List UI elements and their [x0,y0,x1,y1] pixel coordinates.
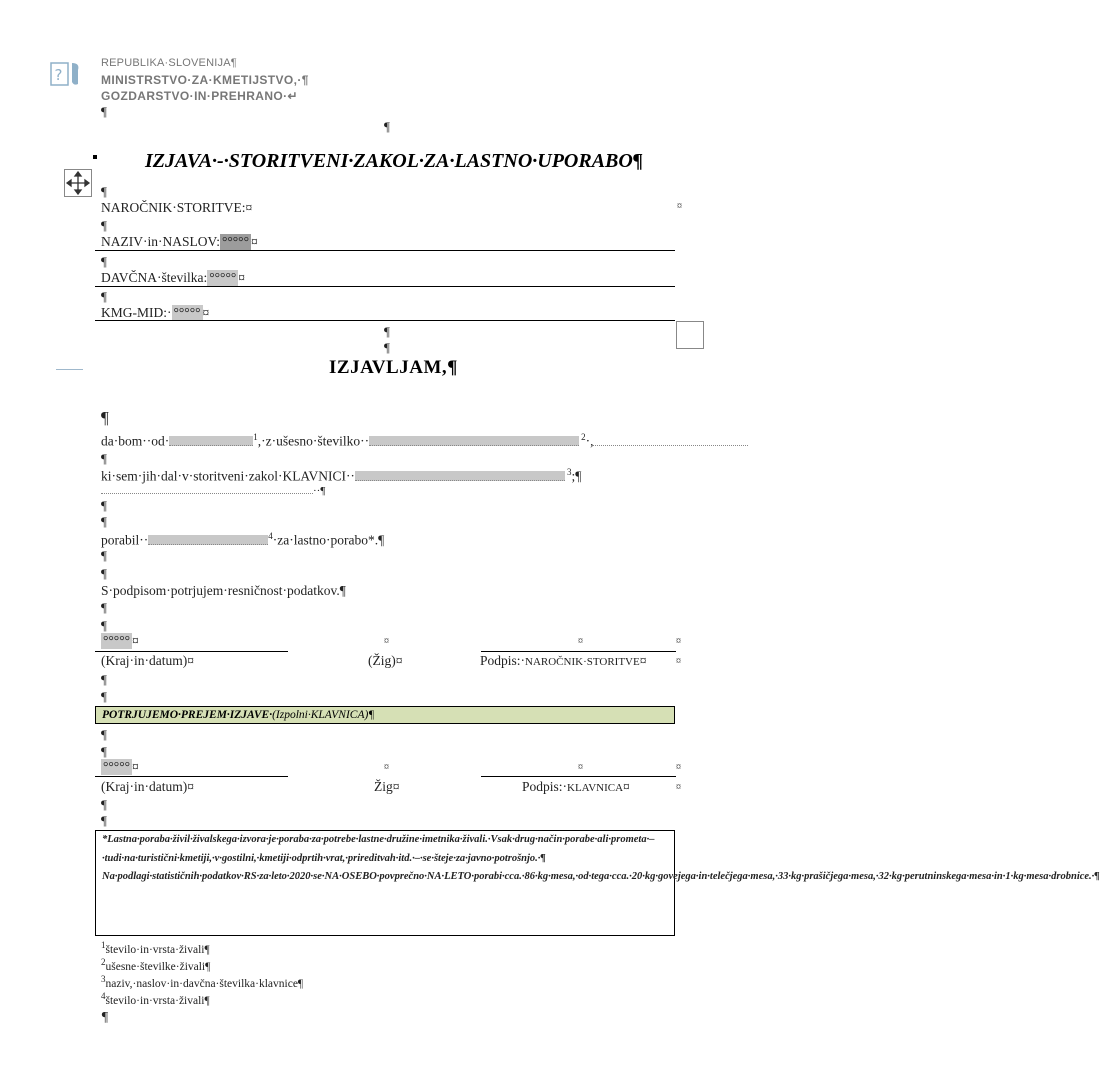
kmg-label: KMG-MID:· [101,305,172,320]
anchor-marker [93,155,97,159]
dotted-leader [101,484,313,494]
davcna-label: DAVČNA·številka: [101,270,208,285]
pilcrow: ¶ [101,514,107,529]
stamp-label-2: Žig¤ [374,779,400,794]
signature-label-2: Podpis:·KLAVNICA¤ [522,779,630,794]
pilcrow: ¶ [384,324,390,339]
signature-line [481,776,676,777]
consumption-note-box [95,830,1100,936]
pilcrow: ¶ [101,744,107,759]
coat-of-arms-placeholder-icon [50,62,80,90]
pilcrow: ¶ [101,813,107,828]
stamp-label: (Žig)¤ [368,653,403,668]
pilcrow: ¶ [101,289,107,304]
note-paragraph-1: *Lastna·poraba·živil·živalskega·izvora·je·poraba·za·potrebe·lastne·družine·imetnika·živali.·Vsak·drug·način·porabe·ali·prometa·–·tudi·na·turistični·kmetiji,·v·gostilni,·kmetiji·odprtih·vrat,·prireditvah·itd.·–·se·šteje·za·javno·potrošnjo.·¶ [102,834,655,864]
kmg-input[interactable]: °°°°° [173,305,201,320]
davcna-row: DAVČNA·številka: °°°°° ¤ [101,270,245,285]
note-paragraph-2: Na·podlagi·statističnih·podatkov·RS·za·leto·2020·se·NA·OSEBO·povprečno·NA·LETO·porabi·cca.·86·kg·mesa,·od·tega·cca.·20·kg·govejega·in·telečjega·mesa,·33·kg·prašičjega·mesa,·32·kg·perutninskega·mesa·in·1·kg·mesa·drobnice.·¶ [102,871,1100,882]
ear-tag-field[interactable] [369,436,579,446]
pilcrow: ¶ [101,548,107,563]
place-date-label-2: (Kraj·in·datum)¤ [101,779,194,794]
pilcrow: ¶ [101,254,107,269]
pilcrow: ¶ [101,566,107,581]
row-divider [95,320,675,321]
signature-label: Podpis:·NAROČNIK·STORITVE¤ [480,653,647,668]
pilcrow: ¶ [384,119,390,134]
footnote-4: $^4$število·in·vrsta·živali¶ [101,991,210,1007]
declare-title: IZJAVLJAM,¶ [329,357,458,378]
pilcrow: ¶ [101,689,107,704]
cell-mark: ¤ [676,636,681,647]
statement-line4: porabil·· $^4$·za·lastno·porabo*.¶ [101,531,385,548]
narocnik-label: NAROČNIK·STORITVE:¤ [101,200,253,215]
cell-mark: ¤ [384,762,389,773]
place-date-label: (Kraj·in·datum)¤ [101,653,194,668]
pilcrow: ¶ [101,727,107,742]
header-ministry-line2: GOZDARSTVO·IN·PREHRANO·↵ [101,89,298,103]
pilcrow: ¶ [384,340,390,355]
pilcrow: ¶ [101,672,107,687]
naziv-row: NAZIV·in·NASLOV: °°°°° ¤ [101,234,258,249]
pilcrow: ¶ [101,618,107,633]
row-divider [95,250,675,251]
svg-text:?: ? [54,66,63,84]
naziv-input[interactable]: °°°°° [221,234,249,249]
cell-mark: ¤ [676,782,681,793]
cell-mark: ¤ [578,762,583,773]
dotted-leader [593,436,748,446]
margin-marker [56,369,83,370]
cell-mark: ¤ [676,656,681,667]
footnote-2: $^2$ušesne·številke·živali¶ [101,957,211,973]
slaughterhouse-field[interactable] [355,471,565,481]
receipt-banner: POTRJUJEMO·PREJEM·IZJAVE·(Izpolni·KLAVNICA)¶ [95,706,675,724]
statement-line3: ··¶ [101,482,325,498]
pilcrow: ¶ [101,1010,109,1025]
place-date-input-row-2: °°°°° ¤ [103,759,139,774]
document-title: IZJAVA·-·STORITVENI·ZAKOL·ZA·LASTNO·UPORABO¶ [145,150,643,172]
confirm-text: S·podpisom·potrjujem·resničnost·podatkov.¶ [101,583,346,598]
statement-line1: da·bom··od· $^1$,·z·ušesno·številko·· $^2$·, [101,432,748,450]
place-date-input[interactable]: °°°°° [103,633,130,648]
animal-count-field[interactable] [169,436,253,446]
header-republic: REPUBLIKA·SLOVENIJA¶ [101,57,237,69]
signature-line [481,651,676,652]
signature-line [95,776,288,777]
pilcrow: ¶ [101,498,107,513]
cell-mark: ¤ [677,201,682,212]
pilcrow: ¶ [101,451,107,466]
footnote-1: $^1$število·in·vrsta·živali¶ [101,940,210,956]
pilcrow: ¶ [101,184,107,199]
statement-line2: ki·sem·jih·dal·v·storitveni·zakol·KLAVNICI·· $^3$;¶ [101,467,582,484]
place-date-input-row: °°°°° ¤ [103,633,139,648]
davcna-input[interactable]: °°°°° [209,270,237,285]
place-date-input-2[interactable]: °°°°° [103,759,130,774]
signature-line [95,651,288,652]
pilcrow: ¶ [101,408,109,427]
header-ministry-line1: MINISTRSTVO·ZA·KMETIJSTVO,·¶ [101,73,309,87]
row-divider [95,286,675,287]
pilcrow: ¶ [101,104,107,119]
cell-mark: ¤ [676,762,681,773]
cell-mark: ¤ [384,636,389,647]
footnote-3: $^3$naziv,·naslov·in·davčna·številka·klavnice¶ [101,974,304,990]
cell-mark: ¤ [578,636,583,647]
pilcrow: ¶ [101,600,107,615]
pilcrow: ¶ [101,797,107,812]
kmg-row: KMG-MID:· °°°°° ¤ [101,305,210,320]
move-arrows-icon[interactable] [64,169,92,197]
consumption-field[interactable] [148,535,268,545]
naziv-label: NAZIV·in·NASLOV: [101,234,220,249]
pilcrow: ¶ [101,218,107,233]
table-resize-box-icon[interactable] [676,321,704,349]
